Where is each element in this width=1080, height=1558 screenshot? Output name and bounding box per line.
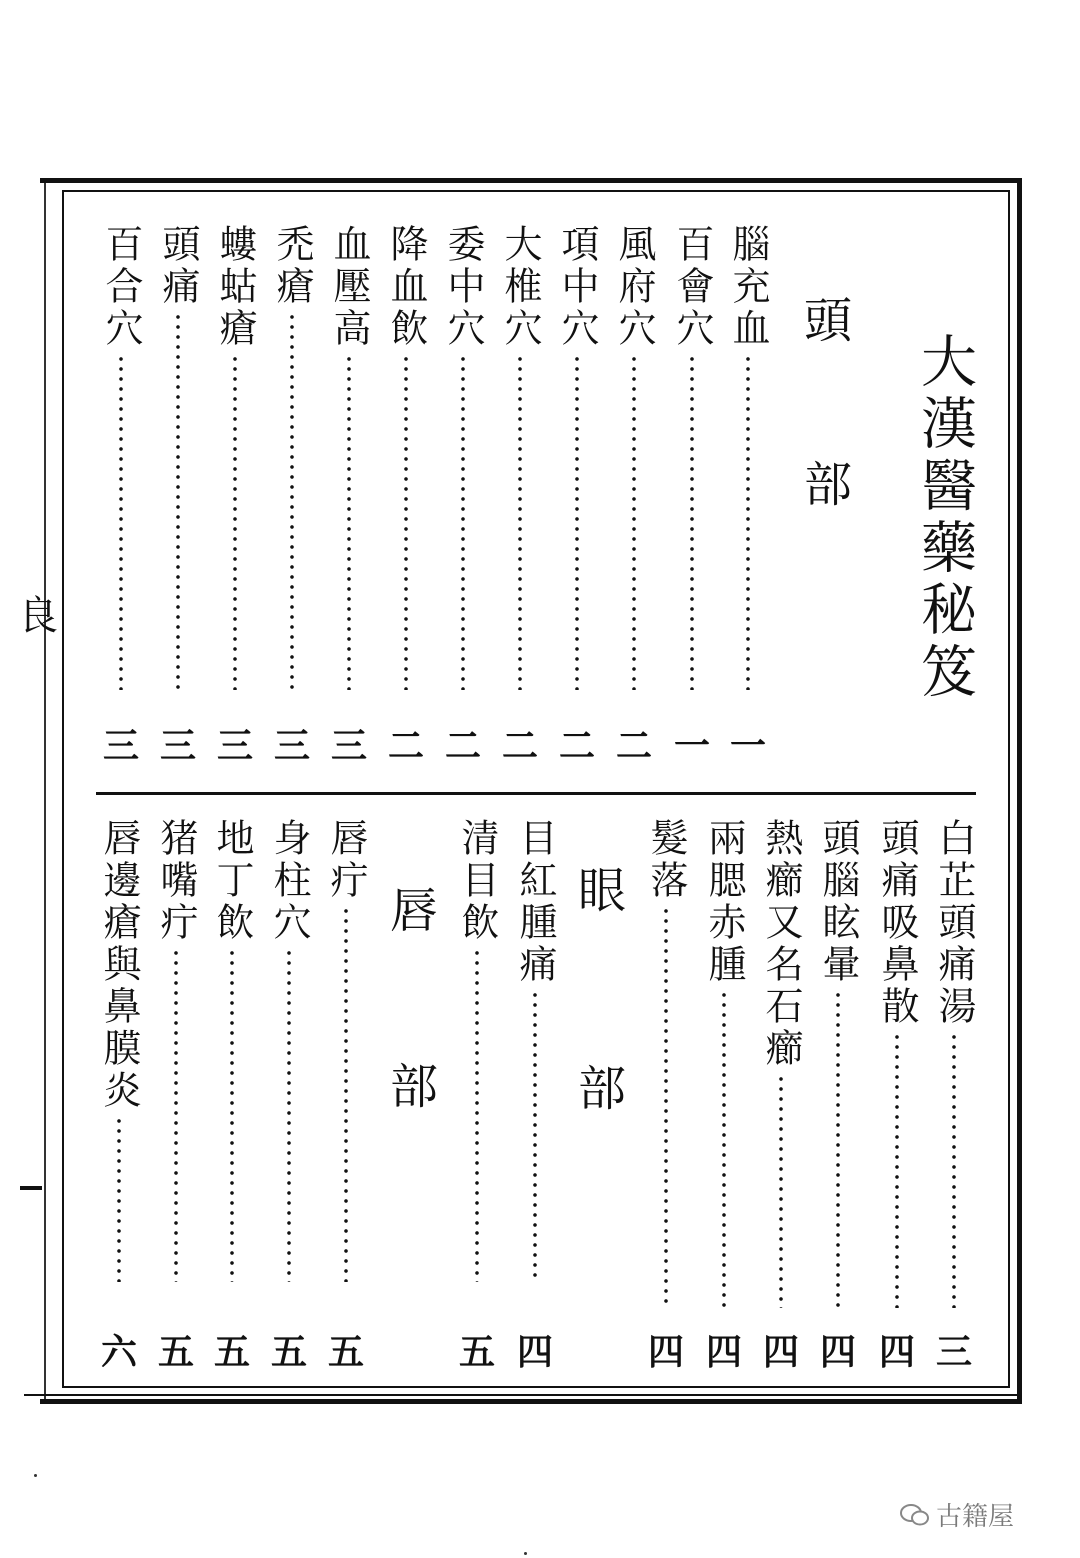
toc-page-number: 三: [935, 1331, 972, 1373]
toc-entry-title: 清目飲: [455, 818, 499, 944]
toc-entry-title: 禿瘡: [270, 224, 314, 308]
section-heading-eye-1: [578, 852, 626, 921]
toc-page-number: 五: [270, 1331, 307, 1373]
toc-leader-dots: [533, 990, 537, 1282]
toc-entry-title: 大椎穴: [498, 224, 542, 350]
toc-leader-dots: [690, 354, 694, 690]
watermark-text: 古籍屋: [936, 1502, 1015, 1532]
toc-leader-dots: [176, 312, 180, 690]
section-heading-lip-2: [390, 1048, 438, 1117]
toc-leader-dots: [404, 354, 408, 690]
toc-page-number: 二: [615, 725, 652, 767]
toc-entry-title: 螻蛄瘡: [213, 224, 257, 350]
toc-page-number: 四: [647, 1331, 684, 1373]
toc-entry-title: 百合穴: [99, 224, 143, 350]
section-heading-head-2: [804, 446, 852, 515]
toc-leader-dots: [518, 354, 522, 690]
toc-entry-title: 目紅腫痛: [513, 818, 557, 986]
toc-leader-dots: [287, 948, 291, 1282]
toc-leader-dots: [230, 948, 234, 1282]
toc-page-number: 四: [878, 1331, 915, 1373]
toc-page-number: 三: [273, 725, 310, 767]
toc-leader-dots: [895, 1032, 899, 1308]
toc-page-number: 三: [216, 725, 253, 767]
toc-leader-dots: [664, 906, 668, 1308]
toc-page-number: 四: [819, 1331, 856, 1373]
toc-entry-title: 猪嘴疔: [154, 818, 198, 944]
toc-entry-title: 髮落: [644, 818, 688, 902]
toc-entry-title: 兩腮赤腫: [702, 818, 746, 986]
toc-page-number: 四: [762, 1331, 799, 1373]
toc-page-number: 六: [100, 1331, 137, 1373]
toc-entry-title: 委中穴: [441, 224, 485, 350]
toc-leader-dots: [632, 354, 636, 690]
toc-page-number: 五: [213, 1331, 250, 1373]
toc-entry-title: 頭痛: [156, 224, 200, 308]
toc-page-number: 五: [157, 1331, 194, 1373]
section-heading-eye-2: [578, 1050, 626, 1119]
heading-lip-char-2: 部: [390, 1059, 439, 1115]
toc-leader-dots: [233, 354, 237, 690]
heading-head-char-1: 頭: [804, 293, 853, 349]
margin-edge-char: 良: [18, 593, 58, 639]
toc-entry-title: 熱癤又名石癤: [759, 818, 803, 1070]
toc-leader-dots: [952, 1032, 956, 1308]
heading-head-char-2: 部: [804, 457, 853, 513]
watermark: [900, 1496, 1014, 1533]
bottom-rule: [24, 1394, 1022, 1396]
toc-page-number: 五: [327, 1331, 364, 1373]
speck: [524, 1552, 527, 1555]
heading-eye-char-2: 部: [578, 1061, 627, 1117]
toc-page-number: 四: [705, 1331, 742, 1373]
toc-leader-dots: [174, 948, 178, 1282]
toc-entry-title: 頭痛吸鼻散: [875, 818, 919, 1028]
toc-entry-title: 腦充血: [726, 224, 770, 350]
toc-leader-dots: [344, 906, 348, 1282]
book-title: 大漢醫藥秘笈: [912, 332, 977, 704]
toc-entry-title: 白芷頭痛湯: [932, 818, 976, 1028]
toc-entry-title: 唇疔: [324, 818, 368, 902]
toc-page-number: 二: [501, 725, 538, 767]
toc-leader-dots: [119, 354, 123, 690]
section-heading-head-1: [804, 282, 852, 351]
toc-leader-dots: [779, 1074, 783, 1308]
toc-page-number: 三: [159, 725, 196, 767]
margin-edge-mark: [20, 1186, 42, 1190]
toc-page-number: 四: [516, 1331, 553, 1373]
toc-leader-dots: [117, 1116, 121, 1282]
toc-page-number: 一: [729, 725, 766, 767]
toc-entry-title: 地丁飲: [210, 818, 254, 944]
toc-leader-dots: [475, 948, 479, 1282]
heading-eye-char-1: 眼: [578, 863, 627, 919]
toc-leader-dots: [722, 990, 726, 1308]
wechat-icon: [900, 1503, 930, 1527]
toc-entry-title: 百會穴: [670, 224, 714, 350]
speck: [34, 1474, 37, 1477]
toc-entry-title: 唇邊瘡與鼻膜炎: [97, 818, 141, 1112]
toc-entry-title: 降血飲: [384, 224, 428, 350]
toc-leader-dots: [290, 312, 294, 690]
toc-leader-dots: [836, 990, 840, 1308]
section-heading-lip-1: [390, 872, 438, 941]
toc-leader-dots: [746, 354, 750, 690]
toc-entry-title: 身柱穴: [267, 818, 311, 944]
toc-entry-title: 血壓高: [327, 224, 371, 350]
toc-page-number: 二: [558, 725, 595, 767]
heading-lip-char-1: 唇: [390, 883, 439, 939]
toc-leader-dots: [347, 354, 351, 690]
toc-page-number: 三: [330, 725, 367, 767]
toc-page-number: 五: [458, 1331, 495, 1373]
toc-page-number: 三: [102, 725, 139, 767]
toc-page-number: 一: [673, 725, 710, 767]
middle-divider: [96, 792, 976, 795]
toc-entry-title: 風府穴: [612, 224, 656, 350]
toc-entry-title: 頭腦眩暈: [816, 818, 860, 986]
toc-leader-dots: [575, 354, 579, 690]
toc-page-number: 二: [387, 725, 424, 767]
toc-leader-dots: [461, 354, 465, 690]
toc-page-number: 二: [444, 725, 481, 767]
toc-entry-title: 項中穴: [555, 224, 599, 350]
